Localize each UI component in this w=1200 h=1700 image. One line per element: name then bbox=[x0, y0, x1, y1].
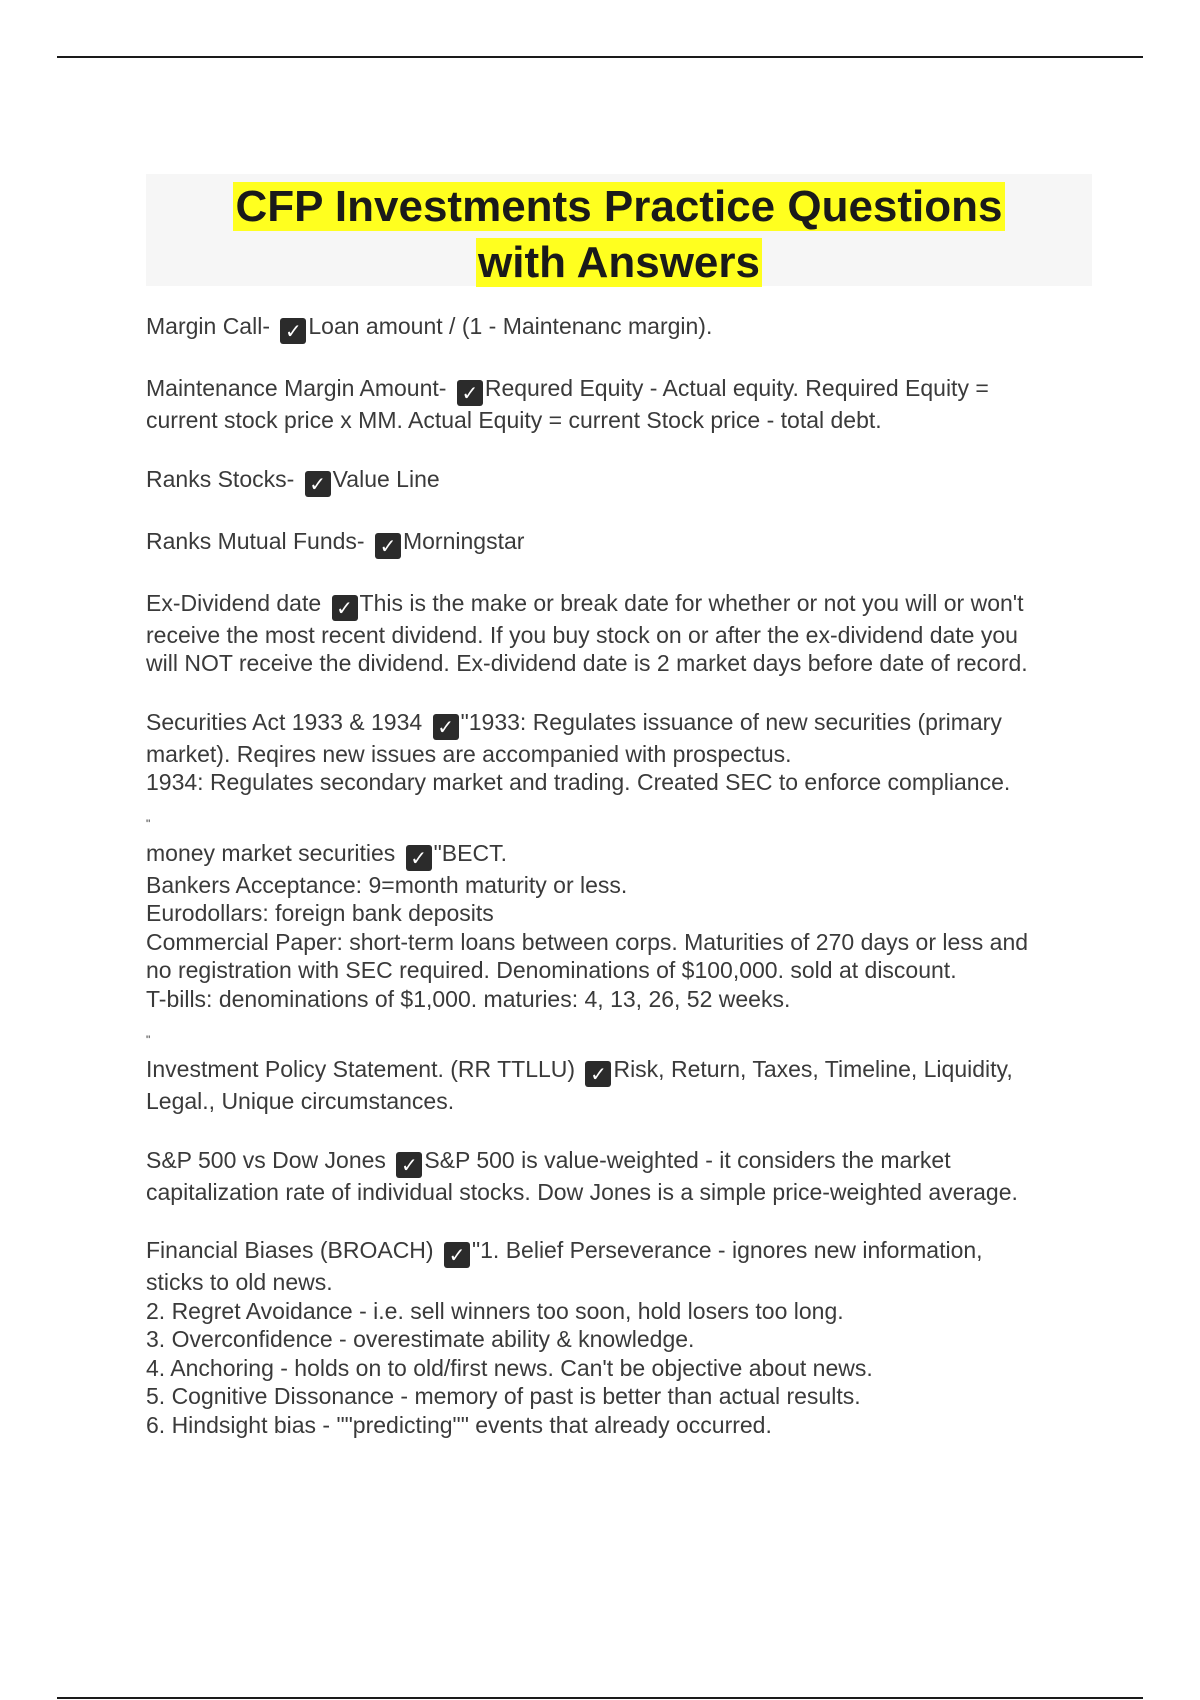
entry-term: Investment Policy Statement. (RR TTLLU) bbox=[146, 1056, 582, 1082]
document-title bbox=[146, 174, 1092, 291]
entry-answer: S&P 500 is value-weighted - it considers the market capitalization rate of individual stocks. Dow Jones is a simple price-weighted average. bbox=[146, 1146, 1018, 1205]
qa-entry bbox=[146, 1236, 1096, 1439]
title-line-2: with Answers bbox=[478, 238, 760, 287]
checkmark-icon: ✓ bbox=[457, 380, 483, 406]
entry-term: Margin Call- bbox=[146, 313, 277, 339]
entry-term: Ranks Mutual Funds- bbox=[146, 527, 371, 554]
checkmark-icon: ✓ bbox=[396, 1152, 422, 1178]
entry-term: Securities Act 1933 & 1934 bbox=[146, 708, 429, 735]
checkmark-icon: ✓ bbox=[280, 318, 306, 344]
entry-term: Ranks Stocks- bbox=[146, 465, 301, 492]
entry-answer: "BECT. Bankers Acceptance: 9=month maturity or less. Eurodollars: foreign bank deposits Commercial Paper: short-term loans between corps. Maturities of 270 days or less and no registration with SEC required. Denominations of $100,000. sold at discount. T-bills: denominations of $1,000. maturies: 4, 13, 26, 52 weeks. bbox=[146, 839, 1029, 1012]
qa-entry bbox=[146, 1055, 1096, 1116]
qa-entry bbox=[146, 1146, 1096, 1207]
qa-list bbox=[146, 312, 1096, 1469]
checkmark-icon: ✓ bbox=[406, 845, 432, 871]
entry-answer: Risk, Return, Taxes, Timeline, Liquidity, Legal., Unique circumstances. bbox=[146, 1056, 1013, 1114]
qa-entry bbox=[146, 708, 1096, 797]
checkmark-icon: ✓ bbox=[332, 595, 358, 621]
entry-answer: "1. Belief Perseverance - ignores new information, sticks to old news. 2. Regret Avoidance - i.e. sell winners too soon, hold losers too long. 3. Overconfidence - overestimate ability & knowledge. 4. Anchoring - holds on to old/first news. Can't be objective about news. 5. Cognitive Dissonance - memory of past is better than actual results. 6. Hindsight bias - ""predicting"" events that already occurred. bbox=[146, 1237, 983, 1438]
qa-entry bbox=[146, 465, 1096, 497]
entry-answer: Value Line bbox=[332, 465, 440, 492]
entry-answer: Morningstar bbox=[402, 527, 525, 554]
entry-term: Financial Biases (BROACH) bbox=[146, 1237, 440, 1263]
checkmark-icon: ✓ bbox=[585, 1061, 611, 1087]
qa-entry bbox=[146, 839, 1096, 1014]
entry-term: S&P 500 vs Dow Jones bbox=[146, 1146, 393, 1173]
entry-answer: This is the make or break date for whether or not you will or won't receive the most recent dividend. If you buy stock on or after the ex-dividend date you will NOT receive the dividend. Ex-dividend date is 2 market days before date of record. bbox=[146, 589, 1028, 676]
checkmark-icon: ✓ bbox=[433, 714, 459, 740]
checkmark-icon: ✓ bbox=[375, 533, 401, 559]
qa-entry bbox=[146, 374, 1096, 435]
qa-entry bbox=[146, 589, 1096, 678]
entry-term: Ex-Dividend date bbox=[146, 589, 328, 616]
checkmark-icon: ✓ bbox=[305, 471, 331, 497]
entry-term: money market securities bbox=[146, 839, 402, 866]
title-block bbox=[146, 174, 1092, 286]
closing-quote: " bbox=[146, 816, 151, 831]
bottom-rule bbox=[57, 1697, 1143, 1699]
checkmark-icon: ✓ bbox=[444, 1242, 470, 1268]
title-line-1: CFP Investments Practice Questions bbox=[235, 182, 1003, 231]
closing-quote: " bbox=[146, 1033, 151, 1047]
entry-answer: "1933: Regulates issuance of new securities (primary market). Reqires new issues are accompanied with prospectus. 1934: Regulates secondary market and trading. Created SEC to enforce compliance. bbox=[146, 708, 1011, 795]
qa-entry bbox=[146, 312, 1096, 344]
entry-term: Maintenance Margin Amount- bbox=[146, 375, 453, 401]
entry-answer: Requred Equity - Actual equity. Required Equity = current stock price x MM. Actual Equity = current Stock price - total debt. bbox=[146, 375, 989, 433]
entry-answer: Loan amount / (1 - Maintenanc margin). bbox=[308, 313, 713, 339]
top-rule bbox=[57, 56, 1143, 58]
qa-entry bbox=[146, 527, 1096, 559]
